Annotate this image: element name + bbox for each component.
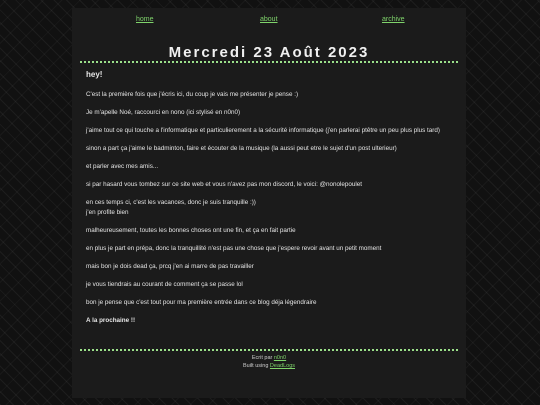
post-paragraph: et parler avec mes amis... — [86, 163, 159, 170]
nav-link-about[interactable]: about — [260, 16, 278, 23]
footer-built-using: Built using — [243, 363, 269, 369]
page-title: Mercredi 23 Août 2023 — [168, 44, 370, 62]
blog-page — [72, 8, 466, 398]
post-heading: hey! — [86, 70, 103, 79]
post-paragraph: C'est la première fois que j'écris ici, du coup je vais me présenter je pense :) — [86, 91, 299, 98]
post-paragraph: en plus je part en prépa, donc la tranquillité n'est pas une chose que j'espere revoir avant un petit moment — [86, 244, 382, 252]
post-paragraph: Je m'apelle Noé, raccourci en nono (ici stylisé en n0n0) — [86, 109, 241, 116]
post-signoff: A la prochaine !! — [86, 316, 136, 324]
top-divider — [80, 61, 458, 63]
post-paragraph: sinon a part ça j'aime le badminton, faire et écouter de la musique (la aussi peut etre le sujet d'un post ulterieur) — [86, 145, 397, 152]
footer-written-by: Ecrit par — [251, 355, 273, 361]
post-paragraph: si par hasard vous tombez sur ce site web et vous n'avez pas mon discord, le voici: @nonolepoulet — [86, 181, 363, 188]
nav-link-archive[interactable]: archive — [382, 16, 405, 23]
footer-tool-link[interactable]: DeadLogs — [269, 363, 295, 369]
post-paragraph: je vous tiendrais au courant de comment ça se passe lol — [86, 280, 243, 288]
post-paragraph: j'en profite bien — [86, 208, 129, 216]
post-paragraph: malheureusement, toutes les bonnes choses ont une fin, et ça en fait partie — [86, 226, 296, 234]
bottom-divider — [80, 349, 458, 351]
post-paragraph: en ces temps ci, c'est les vacances, donc je suis tranquille :)) — [86, 199, 256, 206]
post-paragraph: bon je pense que c'est tout pour ma première entrée dans ce blog déja légendraire — [86, 298, 317, 306]
footer-author-link[interactable]: n0n0 — [273, 355, 287, 361]
post-paragraph: mais bon je dois dead ça, prcq j'en ai marre de pas travailler — [86, 262, 254, 270]
footer-built-line — [72, 362, 466, 370]
nav-link-home[interactable]: home — [136, 16, 154, 23]
top-nav — [72, 16, 466, 28]
blog-post — [86, 70, 458, 334]
footer-author-line — [72, 354, 466, 362]
post-paragraph: j'aime tout ce qui touche a l'informatique et particulierement a la sécurité informatique (j'en parlerai ptêtre un peu plus plus tard) — [86, 127, 440, 134]
page-footer — [72, 354, 466, 370]
